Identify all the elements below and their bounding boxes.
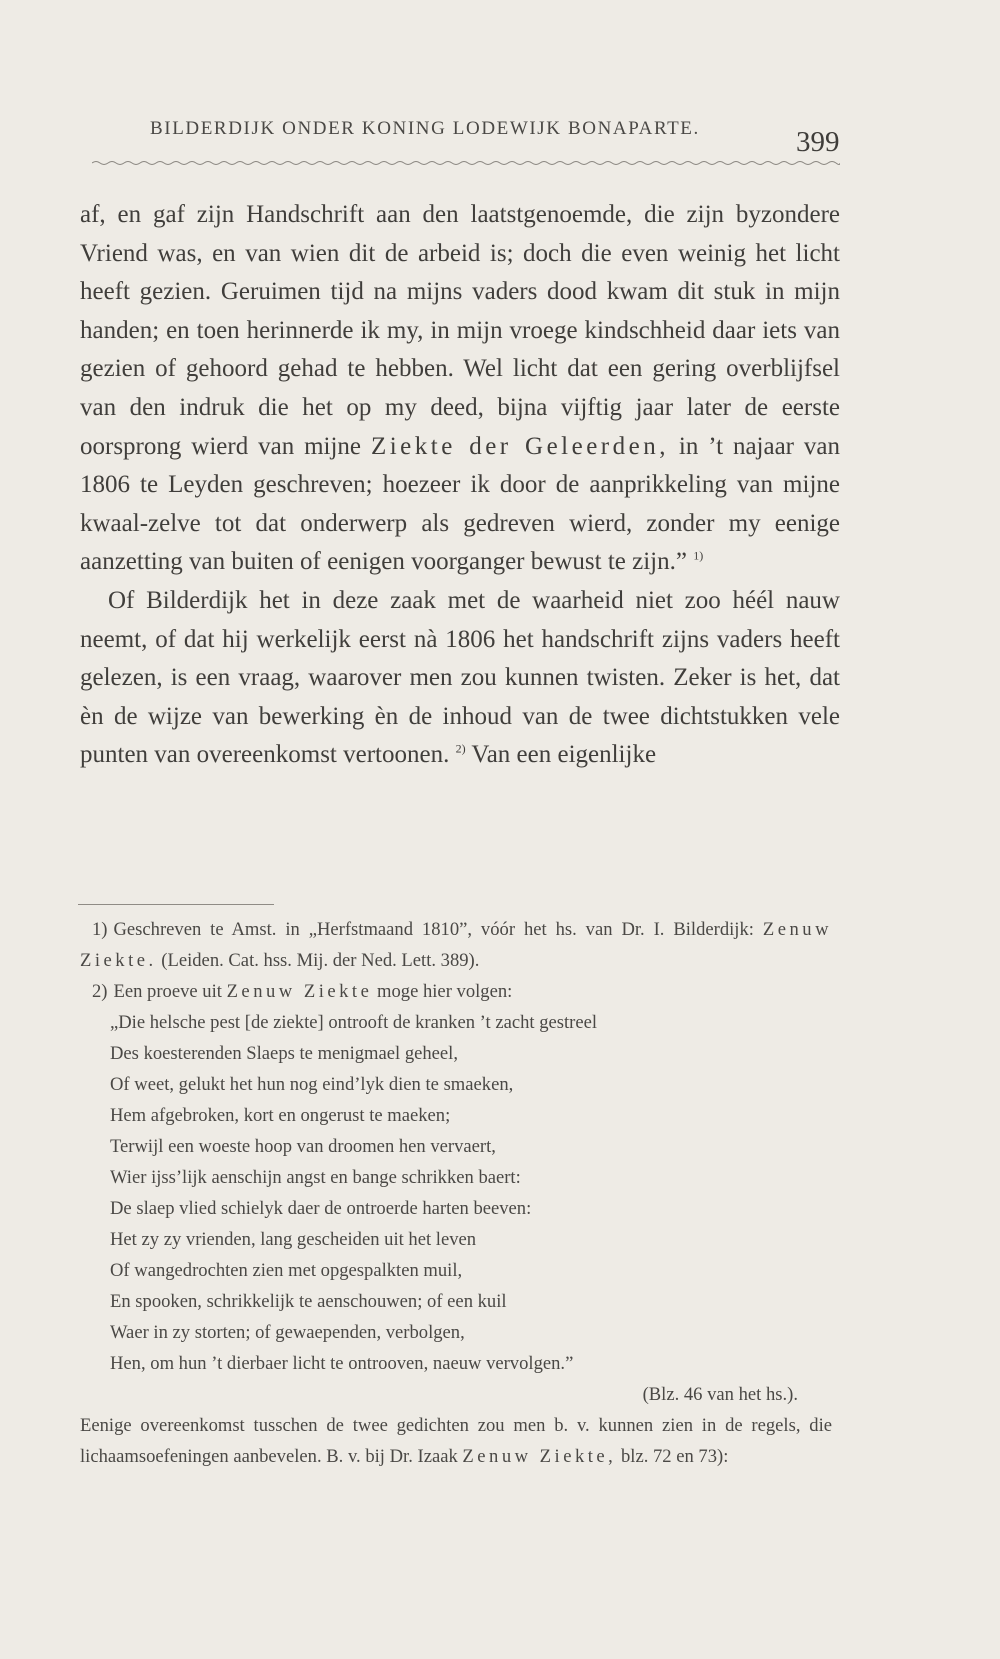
footnote-1-text-a: Geschreven te Amst. in „Herfstmaand 1810”, vóór het hs. van Dr. I. Bilderdijk: [113,919,754,940]
footnote-2-text-a: Een proeve uit [113,981,222,1002]
footnote-2-follow-text-b: blz. 72 en 73): [620,1446,729,1467]
footnote-2 [80,976,832,1007]
footnote-2-follow-title: Zenuw Ziekte, [462,1446,617,1467]
body-text [80,196,840,775]
paragraph-2-text-b: Van een eigenlijke [471,741,657,769]
footnote-ref-2: 2) [455,741,466,756]
footnote-1-number: 1) [92,919,108,940]
poem-line: Waer in zy storten; of gewaependen, verbolgen, [110,1322,465,1343]
poem-line: Terwijl een woeste hoop van droomen hen vervaert, [110,1136,496,1157]
paragraph-1-text-a: af, en gaf zijn Handschrift aan den laatstgenoemde, die zijn byzondere Vriend was, en van wien dit de arbeid is; doch die even weinig het licht heeft gezien. Geruimen tijd na mijns vaders dood kwam dit stuk in mijn handen; en toen herinnerde ik my, in mijn vroege kindschheid daar iets van gezien of gehoord gehad te hebben. Wel licht dat een gering overblijfsel van den indruk die het op my deed, bijna vijftig jaar later de eerste oorsprong wierd van mijne [80,201,840,460]
running-head: BILDERDIJK ONDER KONING LODEWIJK BONAPARTE. [150,118,700,139]
poem-source: (Blz. 46 van het hs.). [642,1384,798,1405]
footnote-1-text-b: (Leiden. Cat. hss. Mij. der Ned. Lett. 389). [161,950,480,971]
footnote-2-text-b: moge hier volgen: [377,981,513,1002]
footnote-2-number: 2) [92,981,108,1002]
poem-line: Des koesterenden Slaeps te menigmael geheel, [110,1043,458,1064]
footnote-2-follow-text-a: Eenige overeenkomst tusschen de twee gedichten zou men b. v. kunnen zien in de regels, die lichaamsoefeningen aanbevelen. B. v. bij Dr. Izaak [80,1415,832,1467]
poem-quotation [110,1007,832,1379]
work-title-ziekte-der-geleerden: Ziekte der Geleerden, [370,432,669,460]
footnote-separator [78,904,274,905]
footnote-2-continuation [80,1410,832,1472]
poem-line: Hen, om hun ’t dierbaer licht te ontrooven, naeuw vervolgen.” [110,1353,574,1374]
poem-line: Of weet, gelukt het hun nog eind’lyk dien te smaeken, [110,1074,514,1095]
footnote-1 [80,914,832,976]
footnote-1-title: Zenuw Ziekte. [80,919,832,971]
page-number: 399 [796,126,840,158]
poem-line: De slaep vlied schielyk daer de ontroerde harten beeven: [110,1198,532,1219]
poem-line: „Die helsche pest [de ziekte] ontrooft de kranken ’t zacht gestreel [110,1012,598,1033]
poem-line: Wier ijss’lijk aenschijn angst en bange schrikken baert: [110,1167,521,1188]
footnote-2-title: Zenuw Ziekte [226,981,373,1002]
paragraph-2 [80,582,840,775]
poem-line: Of wangedrochten zien met opgespalkten muil, [110,1260,463,1281]
poem-line: En spooken, schrikkelijk te aenschouwen; of een kuil [110,1291,507,1312]
paragraph-1 [80,196,840,582]
footnotes [80,914,832,1472]
poem-line: Het zy zy vrienden, lang gescheiden uit het leven [110,1229,477,1250]
paragraph-1-text-b: in ’t najaar van 1806 te Leyden geschreven; hoezeer ik door de aanprikkeling van mijne kwaal-zelve tot dat onderwerp als gedreven wierd, zonder my eenige aanzetting van buiten of eenigen voorganger bewust te zijn.” [80,432,841,576]
footnote-ref-1: 1) [693,549,704,564]
poem-line: Hem afgebroken, kort en ongerust te maeken; [110,1105,451,1126]
header-rule [92,160,840,166]
paragraph-2-text-a: Of Bilderdijk het in deze zaak met de waarheid niet zoo héél nauw neemt, of dat hij werkelijk eerst nà 1806 het handschrift zijns vaders heeft gelezen, is een vraag, waarover men zou kunnen twisten. Zeker is het, dat èn de wijze van bewerking èn de inhoud van de twee dichtstukken vele punten van overeenkomst vertoonen. [80,586,840,769]
